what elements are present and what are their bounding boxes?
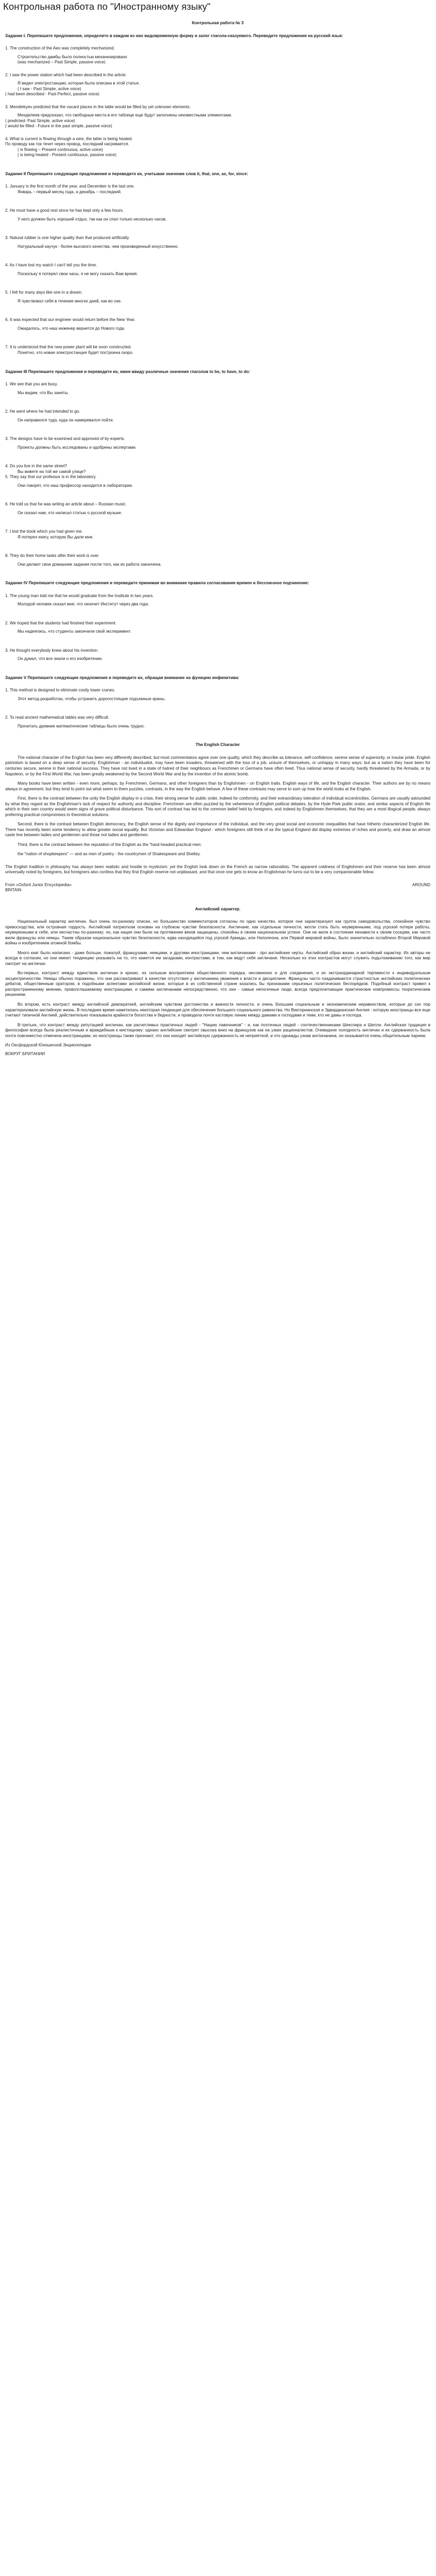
essay-ru: [5, 919, 430, 1057]
sentence-en: 5. They say that our professor is in the laboratory.: [5, 474, 97, 480]
sentence-en: 3. Mendeleyev predicted that the vacant places in the table would be filled by yet unknown elements.: [5, 104, 191, 109]
task2-item: [5, 345, 430, 355]
sentence-en: 6. It was expected that our engineer would return before the New Year.: [5, 317, 135, 323]
task1-item: [5, 105, 430, 129]
task4-item: [5, 621, 430, 635]
sentence-ru: По проводу как ток течет через провод, последний нагревается.: [5, 142, 129, 147]
sentence-en: 5. I felt for many days like one in a dream.: [5, 290, 83, 295]
essay-footer: ВОКРУГ БРИТАНИИ: [5, 1051, 45, 1056]
essay-source: From «Oxford Junior Encyclopedia»: [5, 882, 72, 887]
sentence-ru: Проекты должны быть исследованы и одобрены экспертами.: [18, 445, 137, 450]
task2-item: [5, 235, 430, 249]
sentence-en: 3. He thought everybody knew about his invention.: [5, 648, 99, 653]
sentence-en: 3. The designs have to be examined and approved of by experts.: [5, 436, 125, 442]
task1-item: [5, 73, 430, 97]
sentence-en: 6. He told us that he was writing an article about – Russian music.: [5, 502, 127, 507]
essay-en-heading: The English Character: [196, 742, 240, 748]
essay-paragraph: Second, there is the contrast between English democracy, the English sense of the dignity and importance of the individual, and the very great social and economic inequalities that have hitherto characterized English life. There has recently been some tendency to allow greater social equality. But Victorian and Edwardian England - which foreigners still think of as the typical England did display extremes of riches and poverty, and draw an almost caste line between ladies and gentlemen and those not ladies and gentlemen.: [5, 822, 430, 838]
sentence-ru: Они делают свои домашние задания после того, как их работа закончена.: [18, 562, 162, 567]
essay-source-around: AROUND: [412, 882, 430, 887]
task5-heading: Задание V Перепишите следующие предложения и переведите их, обращая внимание на функцию инфинитива:: [5, 675, 239, 680]
sentence-ru: Ожидалось, что наш инженер вернется до Нового года.: [18, 326, 126, 331]
sentence-note: ( had been described - Past Perfect, passive voice): [5, 92, 100, 97]
task1-heading: Задание I. Перепишите предложения, определите в каждом из них видовременную форму и залог глагола-сказуемого. Переведите предложения на русский язык:: [5, 33, 343, 38]
sentence-en: 1. January is the first month of the year, and December is the last one.: [5, 184, 135, 189]
sentence-en: 1. This method is designed to eliminate costly tower cranes.: [5, 688, 115, 693]
sentence-ru: Он думал, что все знали о его изобретении.: [18, 656, 103, 662]
sentence-ru: Я видел электростанцию, которая была описана в этой статье.: [18, 81, 140, 86]
sentence-note: ( is flowing – Present continuous, active voice): [18, 147, 103, 152]
task2-item: [5, 290, 430, 304]
sentence-en: 2. He must have a good rest since he has kept only a few hours.: [5, 208, 124, 213]
essay-source: Из Оксфордской Юношеской Энциклопедии: [5, 1043, 91, 1048]
sentence-ru: Январь – первый месяц года, а декабрь – последний.: [18, 189, 122, 194]
sentence-ru: Они говорят, что наш профессор находится в лаборатории.: [18, 483, 133, 488]
essay-paragraph: First, there is the contrast between the unity the English display in a crisis, their strong sense for public order, indeed for conformity, and their extraordinary toleration of individual eccentricities. Germans are usually astounded by what they regard as the Englishman's lack of respect for authority and discipline. Frenchmen are often puzzled by the vehemence of English political debates, by the Hyde Park public orator, and similar aspects of English life which in their own country would seem signs of grave political disturbance. This sort of contrast has led to the common belief held by foreigners, and indeed by Englishmen themselves, that they are a most illogical people, always preferring practical compromises to theoretical solutions.: [5, 796, 430, 817]
essay-ru-heading: Английский характер.: [195, 906, 240, 911]
task5-item: [5, 688, 430, 702]
sentence-en: 1. We see that you are busy.: [5, 382, 58, 387]
sentence-ru: Строительство дамбы было полностью механизировано: [18, 54, 127, 59]
sentence-en: 4. As I have lost my watch I can't tell you the time.: [5, 263, 97, 268]
essay-paragraph: the "nation of shopkeepers" — and as men of poetry - the countrymen of Shakespeare and Shelley.: [18, 852, 201, 857]
sentence-en: 1. The construction of the Aeo was completely mechanized.: [5, 46, 115, 51]
sentence-en: 4. What is current is flowing through a wire, the latter is being heated.: [5, 136, 133, 141]
sentence-en: 3. Natural rubber is one higher quality than that produced artificially.: [5, 235, 130, 241]
task4-item: [5, 648, 430, 662]
task3-item: [5, 529, 430, 540]
sentence-ru: Менделеев предсказал, что свободные места в его таблице еще будут заполнены неизвестными элементами.: [18, 113, 232, 118]
task3-item: [5, 474, 430, 488]
sentence-en: 4. Do you live in the same street?: [5, 464, 67, 469]
task3-item: [5, 553, 430, 567]
sentence-ru: Я потерял книгу, которую Вы дали мне.: [18, 534, 94, 539]
essay-paragraph: Third, there is the contrast between the reputation of the English as the "hard-headed practical men:: [18, 842, 202, 847]
essay-paragraph: Many books have been written - even more, perhaps, by Frenchmen, Germans, and other foreigners than by Englishmen - on English traits. English ways of life, and the English character. Their authors are by no means always in agreement, but they tend to point out what seem to them puzzles, contrasts, in the way the English behave. A few of these contrasts may serve to sum up how the world looks at the English.: [5, 781, 430, 791]
essay-paragraph: Национальный характер англичан, был очень по-разному описан, но большинство комментаторов согласны по одно качество, которое они характеризуют как группа самодовольства, спокойное чувство превосходства, или островная гордость. Английский патриотизм основан на глубоком чувстве безопасности. Англичане, как отдельные личности, могли стать быть неуверенными, под угрозой потери работы, неуверенными в себе, или несчастны по-разному; но, как нация они были на протяжении веков защищены, спокойны в своем национальном успехе. Они не жили в состоянии ненависти к своим соседям, как часто жили французы или немцы. Таким образом национальное чувство безопасности, едва находящейся под угрозой Армады, или Наполеона, или Первой мировой войны, было значительно ослаблено Второй Мировой войны и изобретением атомной бомбы.: [5, 919, 430, 946]
task2-heading: Задание II Перепишите следующие предложения и переведите их, учитывая значение слов it, that, one, as, for, since:: [5, 171, 248, 176]
task5-item: [5, 715, 430, 729]
task2-item: [5, 184, 430, 195]
task1-item: [5, 46, 430, 65]
task3-item: [5, 382, 430, 396]
sentence-en: 2. I saw the power station which had been described in the article.: [5, 72, 127, 77]
sentence-ru: Молодой человек сказал мне, что окончит Институт через два года.: [18, 602, 149, 607]
sentence-ru: Я чувствовал себя в течение многих дней, как во сне.: [18, 298, 122, 303]
sentence-ru: Мы видим, что Вы заняты.: [18, 390, 69, 395]
essay-paragraph: В-третьих, что контраст между репутацией англичан, как расчетливых практичных людей - "Нацию лавочников" - и, как поэтичных людей - соотечественниками Шекспира и Шелли. Английская традиция в философии всегда была реалистичным и враждебным к мистицизму: однако английские смотрят свысока вниз на французов как на узких рационалистов. Очевидное холодность англичан и их сдержанность была почти повсеместно отмечена иностранцами, но иностранцы также признают, что они находят английскую сдержанность не неприятной, и что однажды узнав англичанина, он оказывается очень общительным парнем.: [5, 1022, 430, 1038]
sentence-en: 7. It is understood that the new power plant will be soon constructed.: [5, 345, 132, 350]
task1-item: [5, 137, 430, 158]
task3-item: [5, 436, 430, 450]
task2-item: [5, 263, 430, 277]
sentence-note: ( is being heated - Present continuous, passive voice): [18, 152, 117, 158]
sentence-ru: Прочитать древние математические таблицы было очень трудно.: [18, 723, 145, 728]
task3-item: [5, 464, 430, 474]
sentence-ru: Мы надеялись, что студенты закончили свой эксперимент.: [18, 629, 131, 634]
task4-heading: Задание IV Перепишите следующие предложения и переведите принимая во внимание правила согласования времен и бессоюзное подчинение:: [5, 581, 309, 586]
sentence-en: 7. I lost the book which you had given me.: [5, 529, 83, 534]
sentence-ru: Этот метод разработан, чтобы устранить дорогостоящие подъемные краны.: [18, 696, 166, 701]
sentence-en: 2. He went where he had intended to go.: [5, 409, 80, 414]
sentence-note: (was mechanized – Past Simple, passive voice): [18, 60, 106, 65]
subtitle: Контрольная работа № 3: [191, 21, 244, 25]
sentence-en: 1. The young man told me that he would graduate from the Institute in two years.: [5, 593, 154, 598]
essay-source-row: [5, 883, 430, 888]
essay-paragraph: Во втором, есть контраст между английской демократией, английским чувством достоинства и важности личности, и очень большим социальным и экономическим неравенством, которые до сих пор характеризовали английскую жизнь. В последнее время наметилась некоторая тенденция для обеспечения большего социального равенства. Но Викторианская и Эдвардианская Англия - которую иностранцы все еще считают типичной Англией, действительно показывала крайности богатства и бедности, и проводила почти кастовую линию между дамами и господами и теми, кто не дамы и господа.: [5, 1002, 430, 1018]
sentence-ru: Понятно, что новая электростанция будет построена скоро.: [18, 350, 134, 355]
sentence-note: ( predicted- Past Simple, active voice): [5, 118, 75, 123]
sentence-ru: Натуральный каучук - более высокого качества, чем произведенный искусственно.: [18, 244, 179, 249]
sentence-note: ( would be filled - Future in the past simple, passive voice): [5, 124, 112, 129]
task3-item: [5, 502, 430, 516]
sentence-en: 2. To read ancient mathematical tables was very difficult.: [5, 715, 110, 720]
essay-paragraph: Во-первых, контраст между единством англичан в кризис, их сильным восприятием общественного порядка, несомненно и для соединения, и их экстраординарной терпимости к индивидуальным эксцентричностям. Немцы обычно поражены, что они рассматривают в качестве отсутствия у англичанина уважения к власти и дисциплине. Французы часто озадачиваются страстностью английских политических дебатов, общественным оратором, в подобными аспектами английской жизни, которые в их собственной стране казались бы признаками серьезных политических беспорядков. Подобный контраст привел к распространенному мнению, провозглашаемому иностранцами, и самими англичанами непосредственно, что они - самые нелогичные люди, всегда предпочитающие практические компромиссы теоретическим решениям.: [5, 971, 430, 997]
sentence-ru: У него должен быть хороший отдых, так как он спал только несколько часов.: [18, 216, 167, 222]
sentence-ru: Поскольку я потерял свои часы, я не могу сказать Вам время.: [18, 271, 138, 276]
sentence-en: 8. They do their home tasks after their work is over.: [5, 553, 100, 558]
essay-en: [5, 755, 430, 893]
essay-paragraph: The national character of the English has been very differently described, but most commentators agree over one quality, which they describe as tolerance, self-confidence, serene sense of superiority, or insular pride. English patriotism is based on a deep sense of security. Englishman - an individualist, may have been invaders, threatened with the loss of a job, unsure of themselves, or unhappy in many ways; but as a nation they have been for centuries secure, serene in their national success. They have not lived in a state of hatred of their neighbours as Frenchmen or Germans have often lived. Thus national sense of security, hardly threatened by the Armada, or by Napoleon, or by the First World War, has been greatly weakened by the Second World War and by the invention of the atomic bomb.: [5, 755, 430, 776]
document-body: [5, 21, 430, 1057]
sentence-ru: Вы живете на той же самой улице?: [18, 469, 86, 474]
task2-item: [5, 208, 430, 222]
essay-paragraph: The English tradition in philosophy has always been realistic and hostile to mysticism: yet the English look down on the French as narrow rationalists. The apparent coldness of Englishmen and their reserve has been almost universally noted by foreigners, but foreigners also confess that they find English reserve not unpleasant, and that once one gets to know an Englishman he turns out to be a very companionable fellow.: [5, 864, 430, 875]
sentence-ru: Он направился туда, куда он намеревался пойти.: [18, 417, 114, 422]
essay-source-britain: BRITAIN: [5, 888, 22, 893]
essay-paragraph: Много книг было написано - даже больше, пожалуй, французами, немцами, и другими иностранцами, чем англичанами - про английские черты. Английский образ жизни, и английский характер. Их авторы не всегда в согласии, но они имеют тенденцию указывать на то, что кажется им загадками, контрастами, в том, как ведут себя англичане. Несколько из этих контрастов могут служить подытоживанию того, как мир смотрит на англичан.: [5, 950, 430, 966]
sentence-ru: Он сказал нам, что написал статью о русской музыке.: [18, 510, 123, 515]
sentence-en: 2. We hoped that the students had finished their experiment.: [5, 620, 117, 625]
task3-item: [5, 409, 430, 423]
task2-item: [5, 317, 430, 331]
task3-heading: Задание III Перепишите предложения и переведите их, имея ввиду различные значения глаголов to be, to have, to do:: [5, 369, 251, 374]
task4-item: [5, 594, 430, 607]
page-title: Контрольная работа по "Иностранному языку": [3, 1, 211, 12]
sentence-note: ( I saw - Past Simple, active voice): [18, 86, 81, 91]
